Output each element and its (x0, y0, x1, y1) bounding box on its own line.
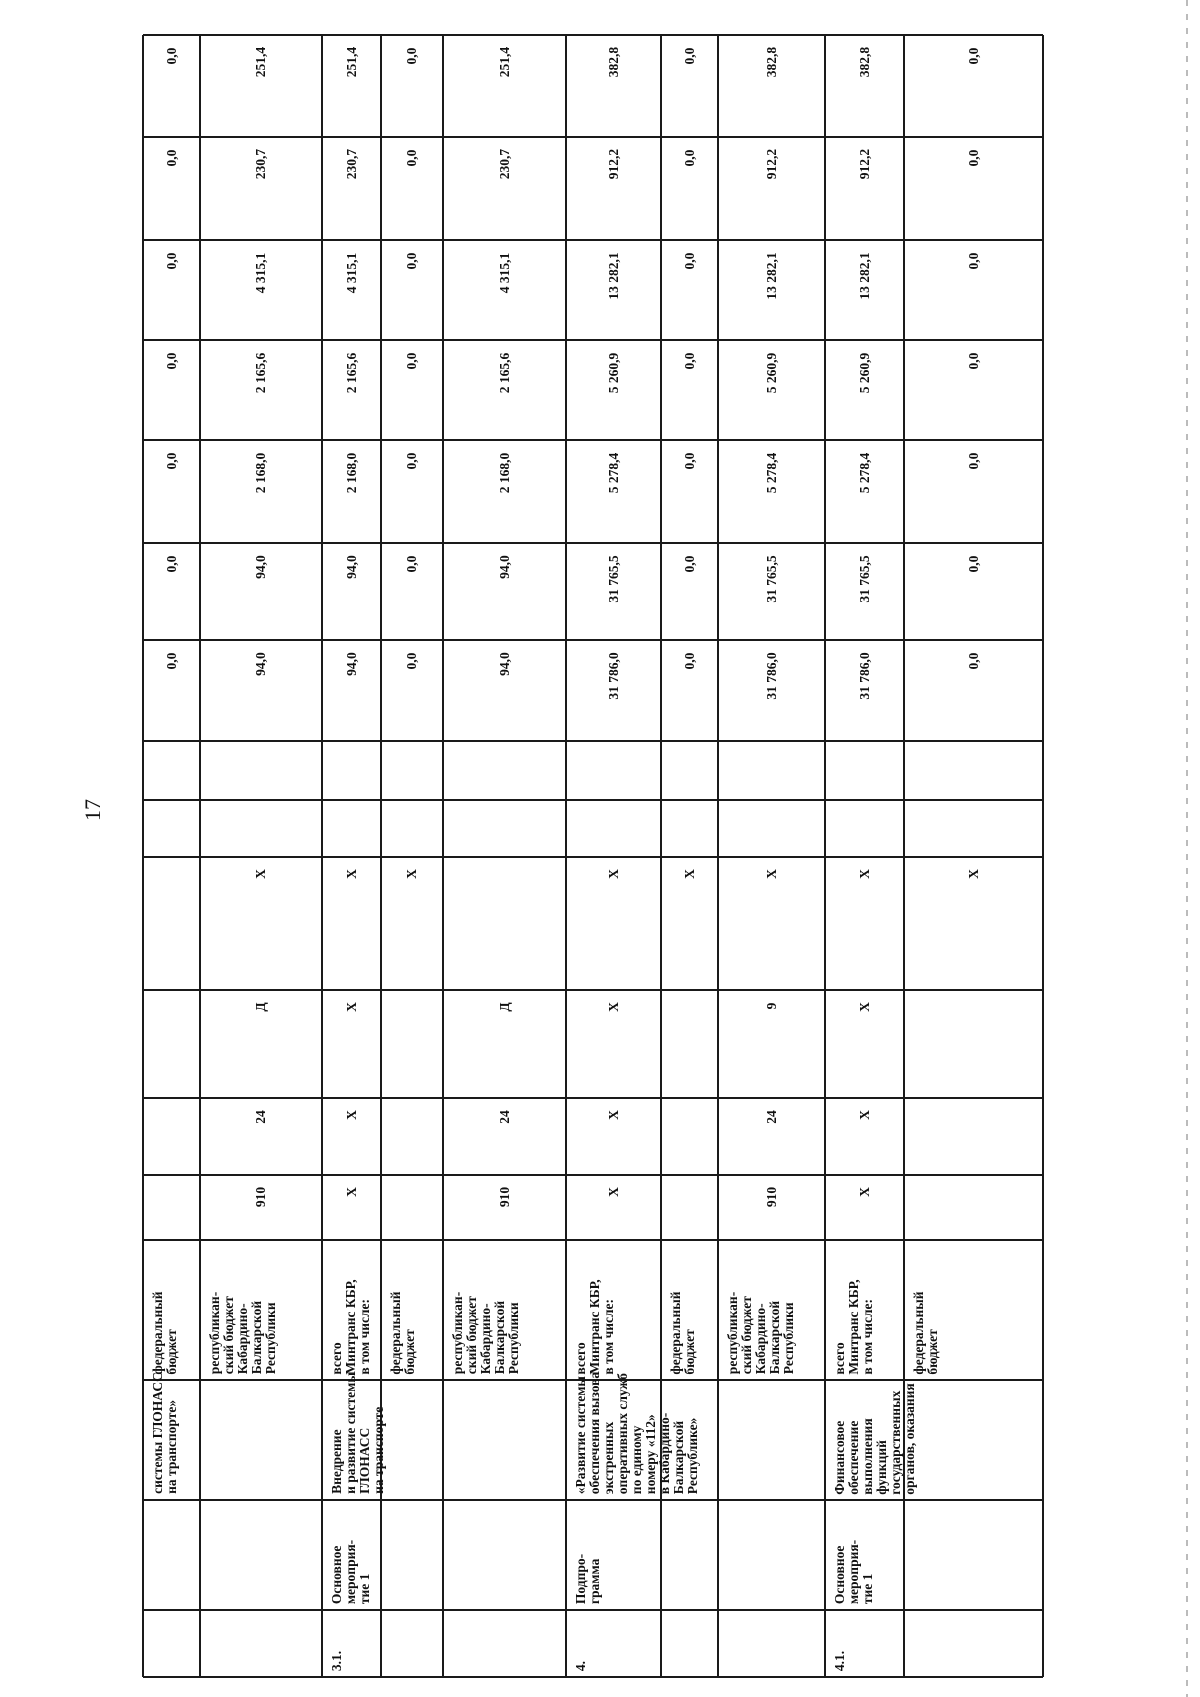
scan-edge-artifact (1186, 0, 1188, 1697)
column-border-5 (143, 542, 1043, 544)
cell-text: 24 (763, 1110, 779, 1124)
cell-text: 31 786,0 (856, 651, 872, 700)
cell-text: 4 315,1 (496, 252, 512, 293)
cell-text: 2 165,6 (496, 352, 512, 393)
cell-text: 9 (763, 1002, 779, 1009)
cell-text: 94,0 (343, 555, 359, 579)
cell-text: 230,7 (343, 148, 359, 180)
cell-text: 0,0 (681, 47, 697, 64)
cell-text: 912,2 (605, 148, 621, 180)
cell-text: 0,0 (404, 252, 419, 269)
row-border-4 (442, 35, 444, 1677)
cell-text: 0,0 (681, 555, 697, 572)
cell-text: 0,0 (163, 47, 179, 64)
cell-text: 0,0 (965, 252, 981, 269)
cell-text: 910 (496, 1186, 512, 1208)
cell-text: федеральный бюджет (388, 1290, 417, 1375)
cell-text: Х (856, 869, 872, 879)
column-border-13 (143, 1239, 1043, 1241)
cell-text: 910 (253, 1186, 268, 1208)
cell-text: 5 260,9 (605, 352, 621, 393)
cell-text: Х (343, 869, 359, 879)
cell-text: Х (965, 869, 981, 879)
row-border-8 (824, 35, 826, 1677)
cell-text: 912,2 (763, 148, 779, 180)
cell-text: Х (605, 1002, 621, 1012)
row-border-2 (321, 35, 323, 1677)
cell-text: 94,0 (496, 555, 512, 579)
cell-text: 251,4 (496, 46, 512, 78)
cell-text: 230,7 (496, 148, 512, 180)
cell-text: системы ГЛОНАСС на транспорте» (150, 1372, 179, 1494)
cell-text: Д (253, 1001, 268, 1012)
row-border-10 (1042, 35, 1044, 1677)
cell-text: Х (404, 869, 419, 879)
column-border-0 (143, 34, 1043, 36)
cell-text: 0,0 (163, 652, 179, 669)
cell-text: 24 (253, 1110, 268, 1124)
cell-text: 5 278,4 (856, 452, 872, 493)
cell-text: Д (496, 1001, 512, 1012)
cell-text: 0,0 (965, 555, 981, 572)
cell-text: 2 168,0 (253, 452, 268, 493)
cell-text: Х (605, 869, 621, 879)
cell-text: 0,0 (965, 47, 981, 64)
column-border-9 (143, 856, 1043, 858)
cell-text: 0,0 (965, 652, 981, 669)
cell-text: 4.1. (832, 1650, 847, 1672)
cell-text: 3.1. (329, 1650, 344, 1672)
cell-text: республикан- ский бюджет Кабардино- Балкарской Республики (725, 1291, 796, 1375)
page-number-text: 17 (80, 799, 105, 821)
cell-text: 31 765,5 (605, 554, 621, 603)
column-border-15 (143, 1499, 1043, 1501)
cell-text: 94,0 (253, 652, 268, 676)
cell-text: 94,0 (343, 652, 359, 676)
cell-text: 5 278,4 (763, 452, 779, 493)
cell-text: 0,0 (163, 352, 179, 369)
cell-text: Х (343, 1187, 359, 1197)
cell-text: 0,0 (965, 452, 981, 469)
cell-text: 24 (496, 1110, 512, 1124)
column-border-1 (143, 136, 1043, 138)
column-border-12 (143, 1174, 1043, 1176)
column-border-4 (143, 439, 1043, 441)
cell-text: Х (605, 1110, 621, 1120)
column-border-7 (143, 740, 1043, 742)
row-border-5 (565, 35, 567, 1677)
cell-text: 0,0 (681, 149, 697, 166)
cell-text: 31 765,5 (763, 554, 779, 603)
row-border-0 (142, 35, 144, 1677)
column-border-6 (143, 639, 1043, 641)
cell-text: Основное мероприя- тие 1 (832, 1539, 875, 1605)
cell-text: 94,0 (496, 652, 512, 676)
cell-text: Х (253, 869, 268, 879)
cell-text: 0,0 (163, 452, 179, 469)
cell-text: федеральный бюджет (668, 1290, 697, 1375)
cell-text: федеральный бюджет (150, 1290, 179, 1375)
cell-text: 382,8 (856, 46, 872, 78)
cell-text: 0,0 (404, 149, 419, 166)
cell-text: Подпро- грамма (573, 1553, 602, 1605)
cell-text: всего Минтранс КБР, в том числе: (329, 1278, 372, 1375)
column-border-16 (143, 1609, 1043, 1611)
cell-text: 5 260,9 (763, 352, 779, 393)
row-border-7 (717, 35, 719, 1677)
cell-text: 31 786,0 (763, 651, 779, 700)
cell-text: 5 278,4 (605, 452, 621, 493)
cell-text: 0,0 (965, 149, 981, 166)
cell-text: 251,4 (253, 46, 268, 78)
cell-text: 0,0 (404, 452, 419, 469)
cell-text: республикан- ский бюджет Кабардино- Балкарской Республики (450, 1291, 521, 1375)
cell-text: Х (856, 1002, 872, 1012)
cell-text: Внедрение и развитие системы ГЛОНАСС на транспорте (329, 1372, 386, 1494)
column-border-11 (143, 1097, 1043, 1099)
cell-text: 0,0 (404, 652, 419, 669)
cell-text: всего Минтранс КБР, в том числе: (832, 1278, 875, 1375)
cell-text: Финансовое обеспечение выполнения функций государственных органов, оказания (832, 1382, 917, 1495)
cell-text: 0,0 (404, 352, 419, 369)
cell-text: 13 282,1 (605, 251, 621, 300)
cell-text: Х (343, 1002, 359, 1012)
cell-text: 13 282,1 (763, 251, 779, 300)
cell-text: 0,0 (681, 352, 697, 369)
cell-text: Х (856, 1110, 872, 1120)
cell-text: 0,0 (163, 555, 179, 572)
cell-text: 13 282,1 (856, 251, 872, 300)
cell-text: 2 165,6 (343, 352, 359, 393)
column-border-10 (143, 989, 1043, 991)
cell-text: Основное мероприя- тие 1 (329, 1539, 372, 1605)
cell-text: 0,0 (404, 555, 419, 572)
cell-text: 4 315,1 (253, 252, 268, 293)
cell-text: 912,2 (856, 148, 872, 180)
cell-text: 2 165,6 (253, 352, 268, 393)
cell-text: 251,4 (343, 46, 359, 78)
cell-text: федеральный бюджет (911, 1290, 940, 1375)
cell-text: 2 168,0 (343, 452, 359, 493)
column-border-17 (143, 1676, 1043, 1678)
cell-text: 0,0 (681, 652, 697, 669)
cell-text: 94,0 (253, 555, 268, 579)
cell-text: 31 786,0 (605, 651, 621, 700)
cell-text: Х (681, 869, 697, 879)
cell-text: 31 765,5 (856, 554, 872, 603)
cell-text: Х (605, 1187, 621, 1197)
cell-text: Х (343, 1110, 359, 1120)
cell-text: 2 168,0 (496, 452, 512, 493)
cell-text: всего Минтранс КБР, в том числе: (573, 1278, 616, 1375)
column-border-8 (143, 799, 1043, 801)
row-border-1 (199, 35, 201, 1677)
cell-text: 0,0 (163, 149, 179, 166)
column-border-2 (143, 239, 1043, 241)
cell-text: 0,0 (965, 352, 981, 369)
cell-text: республикан- ский бюджет Кабардино- Балкарской Республики (207, 1291, 278, 1375)
cell-text: 5 260,9 (856, 352, 872, 393)
cell-text: 382,8 (763, 46, 779, 78)
cell-text: 4. (573, 1660, 588, 1672)
cell-text: 0,0 (404, 47, 419, 64)
cell-text: Х (763, 869, 779, 879)
cell-text: 4 315,1 (343, 252, 359, 293)
cell-text: 382,8 (605, 46, 621, 78)
cell-text: 0,0 (163, 252, 179, 269)
cell-text: 230,7 (253, 148, 268, 180)
cell-text: «Развитие системы обеспечения вызова экстренных оперативных служб по единому номеру «112» в Кабардино- Балкарской Республике» (573, 1371, 700, 1495)
cell-text: 0,0 (681, 252, 697, 269)
column-border-3 (143, 339, 1043, 341)
cell-text: 910 (763, 1186, 779, 1208)
cell-text: Х (856, 1187, 872, 1197)
cell-text: 0,0 (681, 452, 697, 469)
